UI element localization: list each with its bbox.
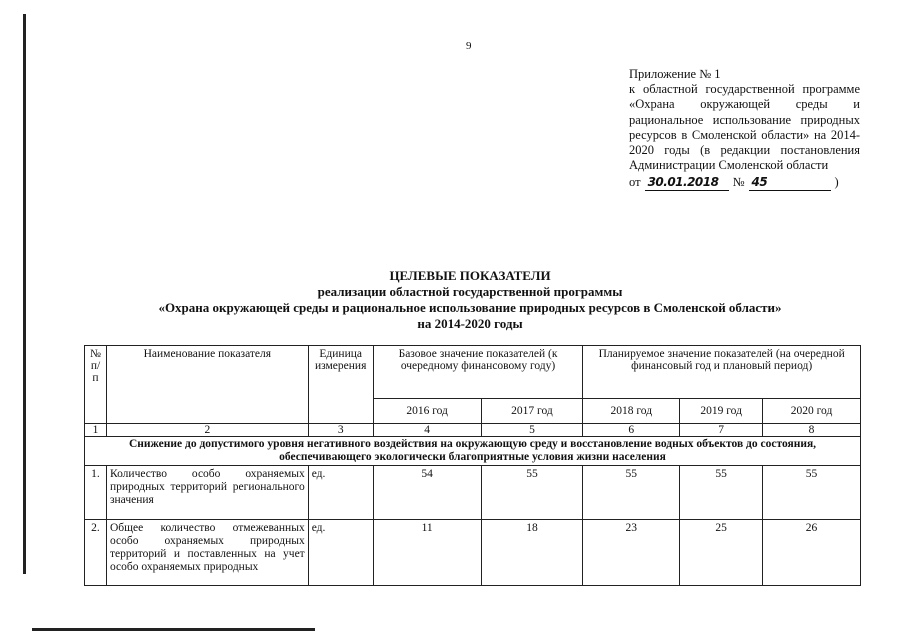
date-field (645, 177, 729, 191)
closing-paren: ) (834, 175, 839, 190)
section-row (85, 437, 861, 466)
header-year: 2018 год (583, 399, 680, 424)
appendix-title: Приложение № 1 (629, 67, 721, 81)
row-value: 55 (680, 466, 763, 520)
header-planned: Планируемое значение показателей (на очередной финансовый год и плановый период) (583, 346, 861, 399)
column-number: 1 (85, 424, 107, 437)
header-base: Базовое значение показателей (к очередному финансовому году) (373, 346, 583, 399)
row-value: 54 (373, 466, 481, 520)
appendix-block (629, 67, 860, 191)
row-value: 26 (763, 520, 861, 586)
header-name: Наименование показателя (106, 346, 308, 424)
column-number: 5 (481, 424, 583, 437)
row-name: Количество особо охраняемых природных территорий регионального значения (106, 466, 308, 520)
header-num: № п/п (85, 346, 107, 424)
column-number: 7 (680, 424, 763, 437)
from-label: от (629, 175, 641, 190)
appendix-body: к областной государственной программе «Охрана окружающей среды и рациональное использование природных ресурсов в Смоленской области» на 2014-2020 годы (в редакции постановления Администрации Смоленской области (629, 82, 860, 173)
table-row (85, 520, 861, 586)
handwritten-date: 30.01.2018 (647, 175, 719, 190)
appendix-signature-row (629, 175, 860, 190)
row-unit: ед. (308, 520, 373, 586)
section-title: Снижение до допустимого уровня негативного воздействия на окружающую среду и восстановление водных объектов до состояния, обеспечивающего экологически благоприятные условия жизни населения (85, 437, 861, 466)
header-year: 2020 год (763, 399, 861, 424)
bottom-rule (32, 628, 315, 631)
row-value: 55 (763, 466, 861, 520)
document-heading (80, 268, 860, 332)
column-number: 4 (373, 424, 481, 437)
row-value: 25 (680, 520, 763, 586)
heading-line-3: «Охрана окружающей среды и рациональное использование природных ресурсов в Смоленской области» (158, 300, 782, 315)
left-margin-line (23, 14, 26, 574)
column-number: 6 (583, 424, 680, 437)
indicators-table (84, 345, 861, 586)
row-num: 1. (85, 466, 107, 520)
column-number: 8 (763, 424, 861, 437)
header-year: 2017 год (481, 399, 583, 424)
heading-line-1: ЦЕЛЕВЫЕ ПОКАЗАТЕЛИ (389, 268, 551, 283)
handwritten-number: 45 (751, 175, 768, 190)
row-value: 55 (583, 466, 680, 520)
column-number-row (85, 424, 861, 437)
row-value: 23 (583, 520, 680, 586)
heading-line-2: реализации областной государственной программы (317, 284, 623, 299)
row-value: 55 (481, 466, 583, 520)
number-field (749, 177, 831, 191)
column-number: 3 (308, 424, 373, 437)
row-unit: ед. (308, 466, 373, 520)
table-row (85, 466, 861, 520)
number-label: № (732, 175, 745, 190)
header-unit: Единица измерения (308, 346, 373, 424)
column-number: 2 (106, 424, 308, 437)
header-year: 2019 год (680, 399, 763, 424)
row-num: 2. (85, 520, 107, 586)
row-value: 18 (481, 520, 583, 586)
header-year: 2016 год (373, 399, 481, 424)
page-number: 9 (466, 40, 472, 52)
heading-line-4: на 2014-2020 годы (417, 316, 523, 331)
row-name: Общее количество отмежеванных особо охраняемых природных территорий и поставленных на учет особо охраняемых природных (106, 520, 308, 586)
row-value: 11 (373, 520, 481, 586)
